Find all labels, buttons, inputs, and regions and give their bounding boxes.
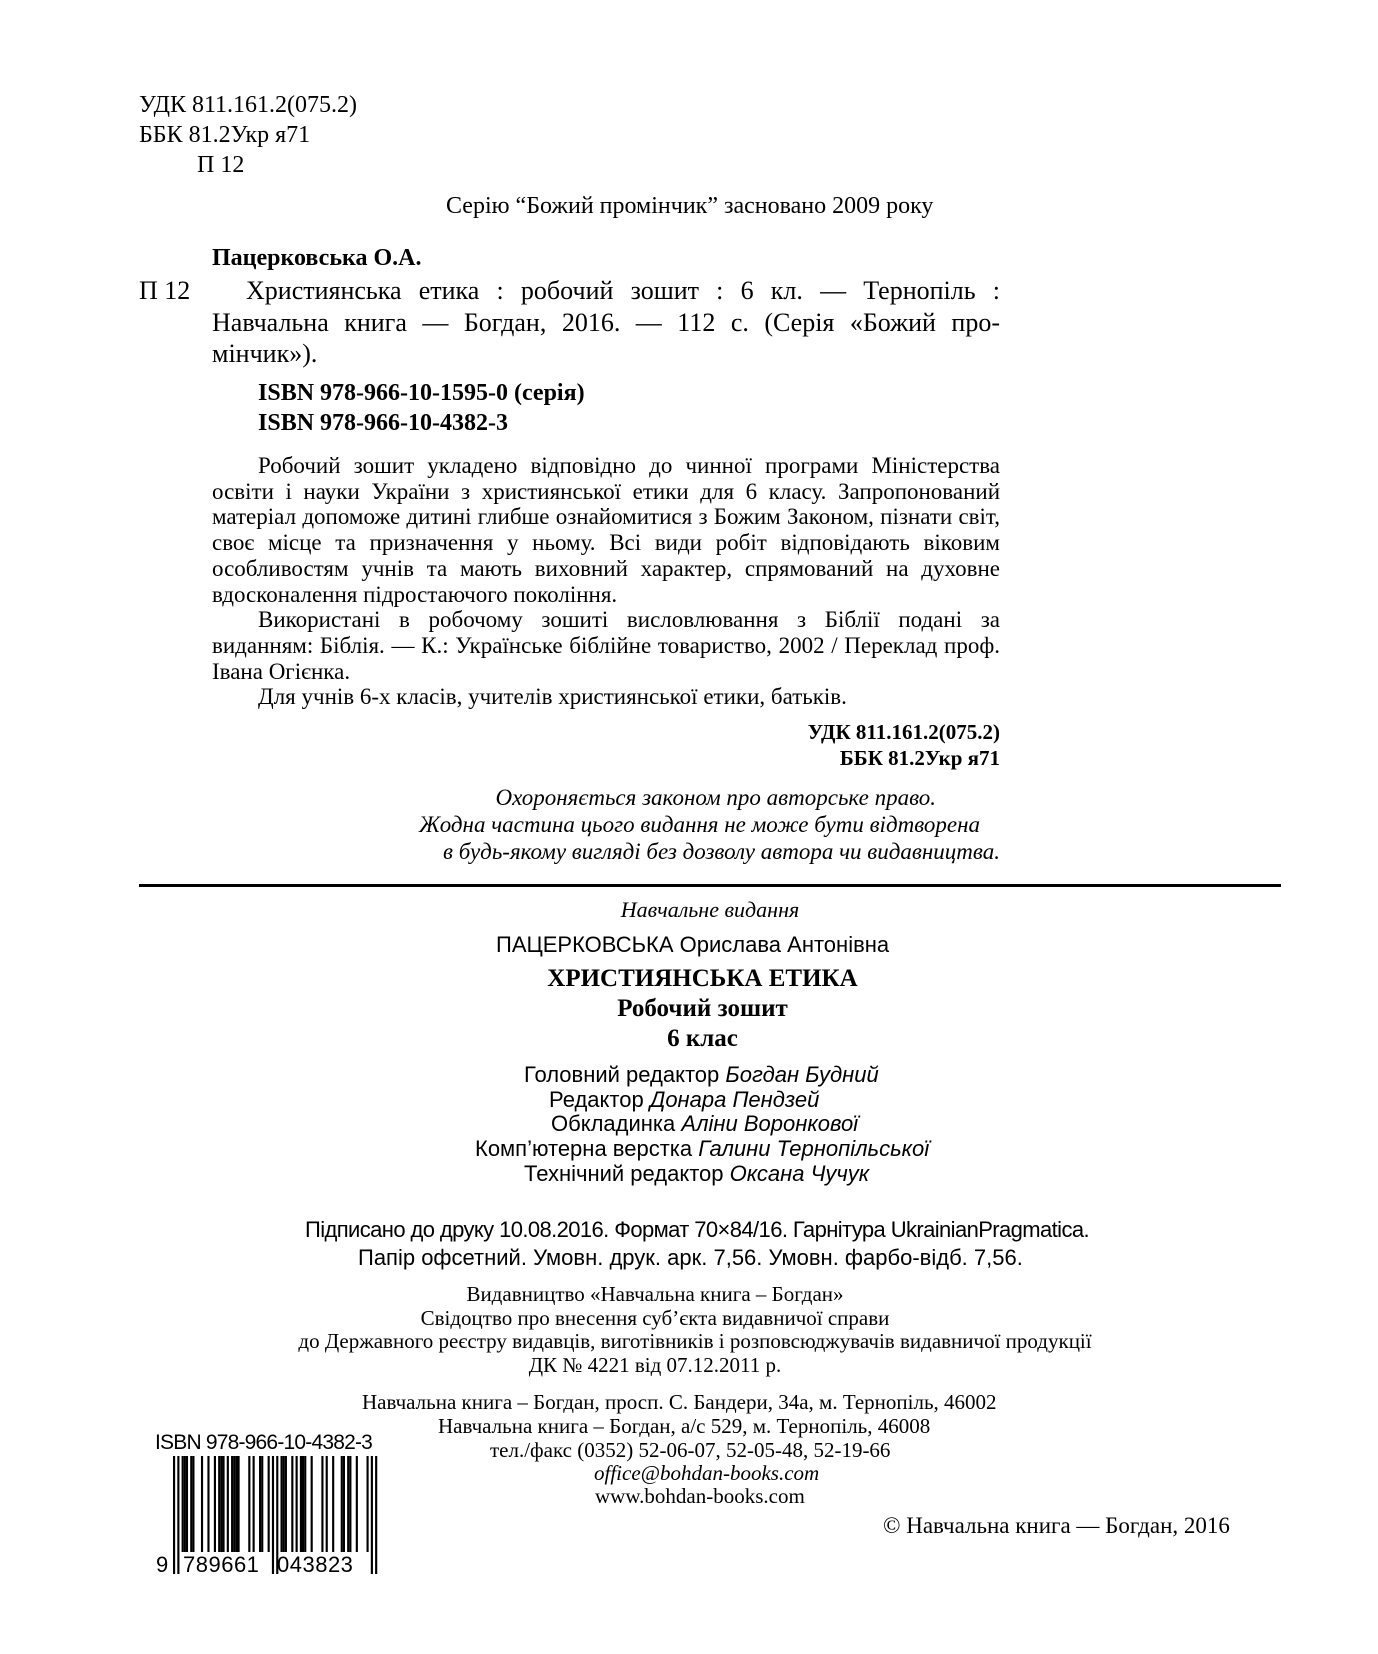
- barcode-bar: [296, 1456, 298, 1552]
- isbn-book: ISBN 978-966-10-4382-3: [258, 410, 508, 436]
- bib-line-1: Християнська етика : робочий зошит : 6 кл. — Тернопіль :: [246, 276, 1000, 305]
- copyright-notice-line-2: Жодна частина цього видання не може бути відтворена: [418, 812, 980, 837]
- barcode-guard-bar: [371, 1456, 373, 1574]
- credit-role: Головний редактор: [524, 1062, 720, 1087]
- barcode-bar: [214, 1456, 216, 1552]
- barcode-bar: [231, 1456, 233, 1552]
- bib-line-3: мінчик»).: [212, 339, 318, 368]
- copyright-notice-line-3: в будь-якому вигляді без дозволу автора чи видавництва.: [443, 839, 1000, 864]
- barcode-bar: [281, 1456, 283, 1552]
- barcode-bar: [261, 1456, 263, 1552]
- barcode-bar: [227, 1456, 229, 1552]
- credit-name: Богдан Будний: [725, 1062, 879, 1087]
- isbn-barcode: [155, 1432, 383, 1576]
- credit-cover: [551, 1111, 858, 1137]
- barcode-bar: [341, 1456, 343, 1552]
- barcode-digit-first: 9: [156, 1552, 169, 1576]
- address-line-1: Навчальна книга – Богдан, просп. С. Бандери, 34а, м. Тернопіль, 46002: [362, 1390, 997, 1414]
- credit-name: Оксана Чучук: [729, 1161, 870, 1186]
- barcode-bar: [233, 1456, 235, 1552]
- barcode-bar: [248, 1456, 250, 1552]
- annotation-bbk: ББК 81.2Укр я71: [839, 746, 1000, 770]
- barcode-bar: [304, 1456, 306, 1552]
- barcode-bar: [222, 1456, 224, 1552]
- copyright-line: © Навчальна книга — Богдан, 2016: [883, 1513, 1230, 1538]
- annotation-paragraph-3: Для учнів 6-х класів, учителів християнської етики, батьків.: [258, 684, 847, 710]
- barcode-bar: [347, 1456, 349, 1552]
- barcode-digits-right: 043823: [277, 1552, 354, 1576]
- bib-line-2: Навчальна книга — Богдан, 2016. — 112 с. (Серія «Божий про-: [212, 308, 1000, 337]
- barcode-bar: [235, 1456, 237, 1552]
- barcode-bars: [155, 1454, 383, 1576]
- barcode-bar: [291, 1456, 293, 1552]
- edition-type: Навчальне видання: [620, 897, 800, 922]
- bbk-header: ББК 81.2Укр я71: [139, 122, 311, 148]
- barcode-bar: [220, 1456, 222, 1552]
- barcode-isbn-label: ISBN 978-966-10-4382-3: [155, 1431, 373, 1454]
- annotation-paragraph-2: Використані в робочому зошиті висловлювання з Біблії подані за виданням: Біблія. — К.: Українське біблійне товариство, 2002 / Переклад проф. Івана Огієнка.: [212, 607, 1000, 684]
- credit-role: Обкладинка: [551, 1111, 676, 1136]
- book-title: ХРИСТИЯНСЬКА ЕТИКА: [547, 965, 858, 992]
- barcode-bar: [300, 1456, 302, 1552]
- barcode-bar: [268, 1456, 270, 1552]
- barcode-bar: [356, 1456, 358, 1552]
- barcode-bar: [311, 1456, 313, 1552]
- barcode-bar: [326, 1456, 328, 1552]
- credit-role: Редактор: [549, 1087, 644, 1112]
- publisher-cert-line-1: Свідоцтво про внесення суб’єкта видавничої справи: [420, 1306, 890, 1330]
- isbn-series: ISBN 978-966-10-1595-0 (серія): [258, 380, 585, 406]
- barcode-bar: [253, 1456, 255, 1552]
- barcode-bar: [186, 1456, 188, 1552]
- barcode-guard-bar: [173, 1456, 175, 1574]
- barcode-bar: [302, 1456, 304, 1552]
- barcode-digits-left: 789661: [183, 1552, 260, 1576]
- book-subtitle: Робочий зошит: [617, 995, 788, 1022]
- book-grade: 6 клас: [667, 1025, 738, 1052]
- barcode-bar: [207, 1456, 209, 1552]
- barcode-bar: [332, 1456, 334, 1552]
- credit-editor: [549, 1087, 819, 1113]
- publisher-cert-line-2: до Державного реєстру видавців, виготівників і розповсюджувачів видавничої продукції: [298, 1329, 1092, 1353]
- credit-role: Технічний редактор: [524, 1161, 724, 1186]
- credit-name: Галини Тернопільської: [698, 1136, 930, 1161]
- print-info-line-1: Підписано до друку 10.08.2016. Формат 70×84/16. Гарнітура UkrainianPragmatica.: [305, 1217, 1090, 1242]
- phone-fax: тел./факс (0352) 52-06-07, 52-05-48, 52-19-66: [490, 1438, 891, 1462]
- barcode-bar: [190, 1456, 192, 1552]
- author-full: ПАЦЕРКОВСЬКА Орислава Антонівна: [496, 932, 890, 957]
- email-link[interactable]: office@bohdan-books.com: [594, 1461, 820, 1485]
- udk-header: УДК 811.161.2(075.2): [139, 92, 358, 118]
- annotation-paragraph-1: Робочий зошит укладено відповідно до чинної програми Міністерства освіти і науки України з християнської етики для 6 класу. Запропонований матеріал допоможе дитині глибше ознайомитися з Божим Законом, пізнати світ, своє місце та призначення у ньому. Всі види робіт відповідають віковим особливостям учнів та мають виховний характер, спрямований на духовне вдосконалення підростаючого покоління.: [212, 453, 1000, 607]
- bib-index: П 12: [139, 276, 191, 305]
- barcode-bar: [238, 1456, 240, 1552]
- print-info-line-2: Папір офсетний. Умовн. друк. арк. 7,56. Умовн. фарбо-відб. 7,56.: [358, 1245, 1023, 1270]
- barcode-bar: [218, 1456, 220, 1552]
- credit-layout: [475, 1136, 929, 1162]
- copyright-notice-line-1: Охороняється законом про авторське право.: [495, 785, 936, 810]
- catalog-index: П 12: [197, 152, 245, 178]
- credit-chief-editor: [524, 1062, 879, 1088]
- barcode-bar: [349, 1456, 351, 1552]
- publisher-cert-number: ДК № 4221 від 07.12.2011 р.: [528, 1353, 782, 1377]
- publisher-name: Видавництво «Навчальна книга – Богдан»: [466, 1282, 844, 1306]
- barcode-bar: [343, 1456, 345, 1552]
- author-short: Пацерковська О.А.: [212, 245, 422, 271]
- address-line-2: Навчальна книга – Богдан, а/с 529, м. Тернопіль, 46008: [438, 1414, 931, 1438]
- barcode-guard-bar: [177, 1456, 179, 1574]
- barcode-bar: [201, 1456, 203, 1552]
- credit-name: Донара Пендзей: [649, 1087, 820, 1112]
- barcode-bar: [259, 1456, 261, 1552]
- annotation-udk: УДК 811.161.2(075.2): [807, 720, 1000, 744]
- barcode-bar: [283, 1456, 285, 1552]
- annotation: [212, 453, 1000, 710]
- credit-tech-editor: [524, 1161, 869, 1187]
- website-link[interactable]: www.bohdan-books.com: [595, 1484, 805, 1508]
- series-note: Серію “Божий промінчик” засновано 2009 року: [446, 193, 934, 219]
- barcode-bar: [192, 1456, 194, 1552]
- barcode-bar: [285, 1456, 287, 1552]
- barcode-bar: [321, 1456, 323, 1552]
- barcode-bar: [184, 1456, 186, 1552]
- barcode-guard-bar: [375, 1456, 377, 1574]
- barcode-guard-bar: [272, 1456, 274, 1574]
- section-divider: [139, 884, 1281, 887]
- barcode-bar: [182, 1456, 184, 1552]
- credit-role: Комп’ютерна верстка: [475, 1136, 693, 1161]
- barcode-bar: [367, 1456, 369, 1552]
- credit-name: Аліни Воронкової: [681, 1111, 859, 1136]
